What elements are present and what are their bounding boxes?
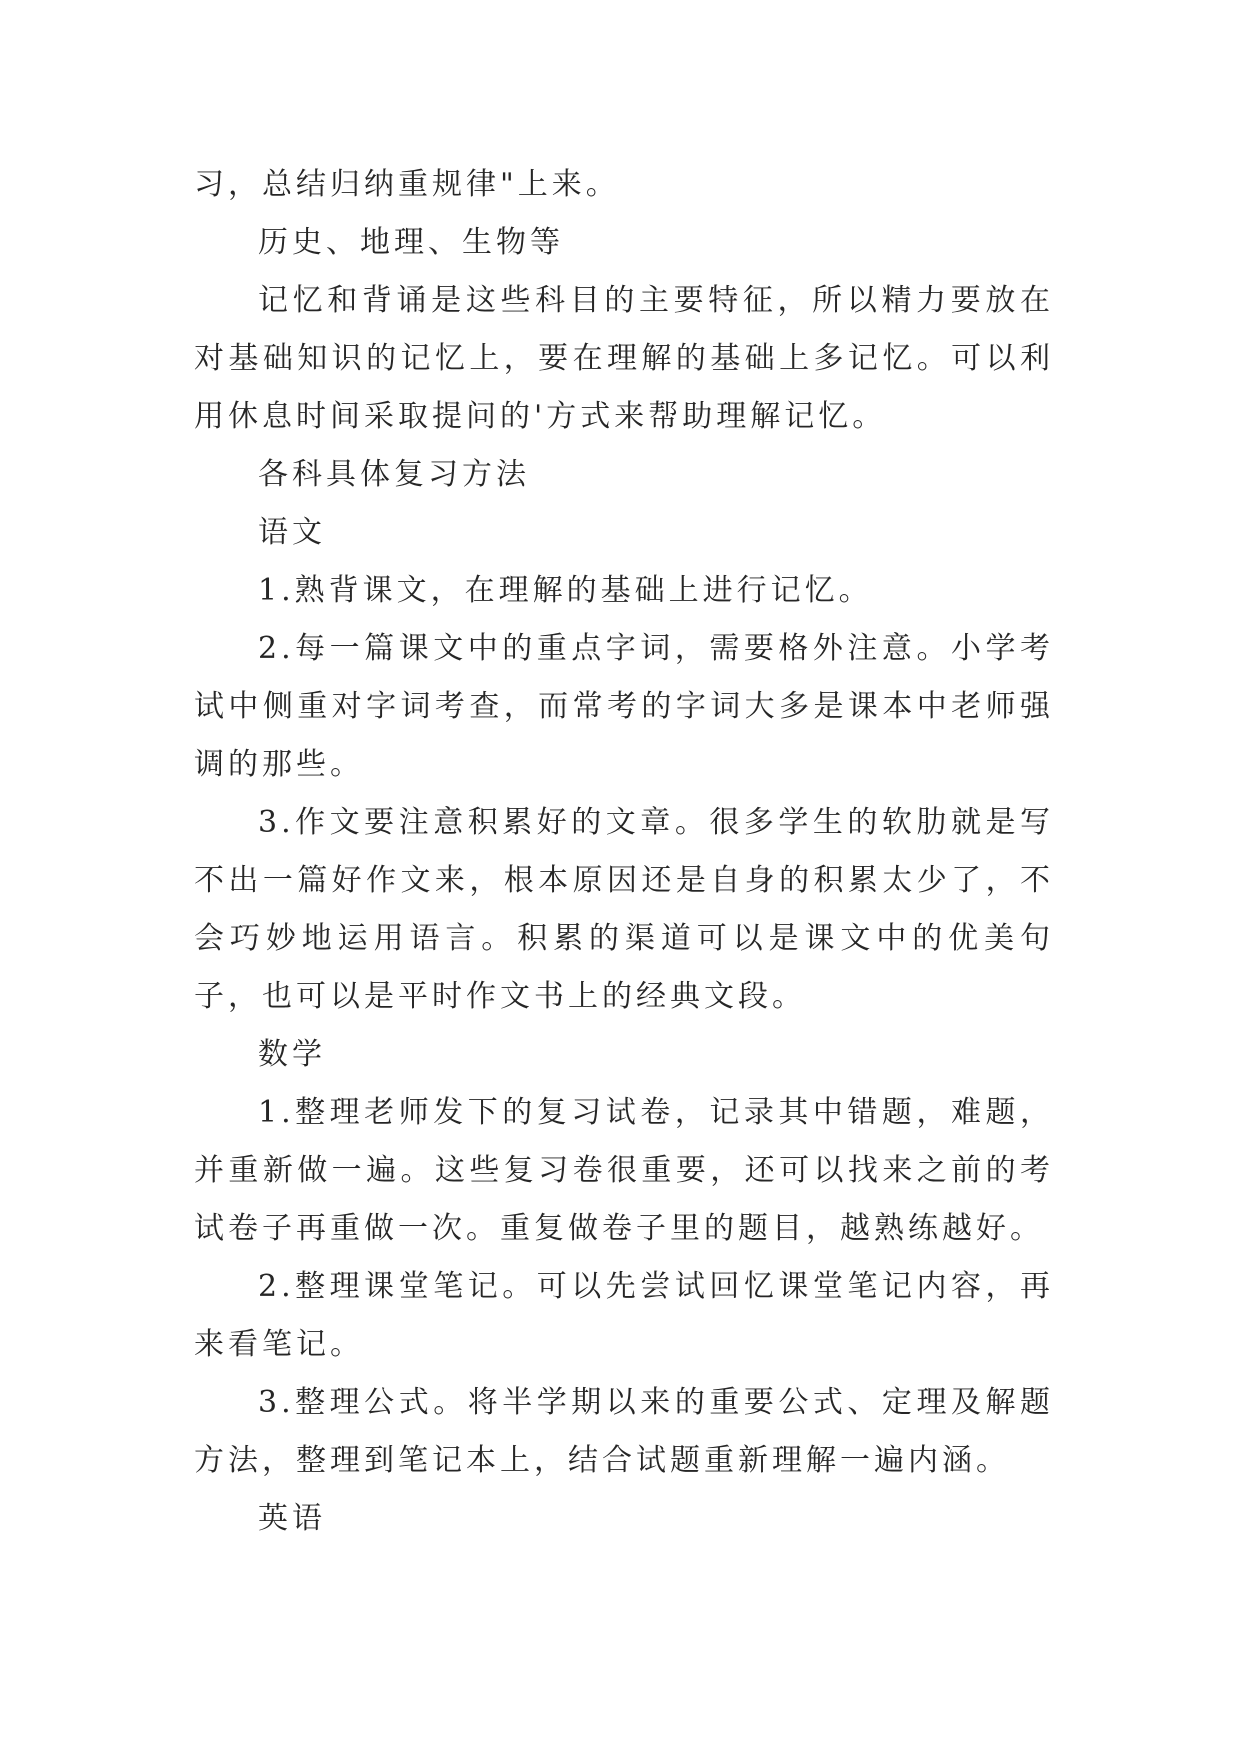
paragraph-math-3: 3.整理公式。将半学期以来的重要公式、定理及解题方法，整理到笔记本上，结合试题重新理解一遍内涵。 xyxy=(194,1385,1054,1478)
heading-history-geography-biology: 历史、地理、生物等 xyxy=(258,225,564,260)
heading-math: 数学 xyxy=(258,1037,326,1072)
paragraph-chinese-1: 1.熟背课文，在理解的基础上进行记忆。 xyxy=(258,573,873,608)
paragraph-chinese-2: 2.每一篇课文中的重点字词，需要格外注意。小学考试中侧重对字词考查，而常考的字词大多是课本中老师强调的那些。 xyxy=(194,631,1054,782)
paragraph-continuation: 习，总结归纳重规律"上来。 xyxy=(194,167,620,202)
paragraph-memory: 记忆和背诵是这些科目的主要特征，所以精力要放在对基础知识的记忆上，要在理解的基础上多记忆。可以利用休息时间采取提问的'方式来帮助理解记忆。 xyxy=(194,283,1054,434)
paragraph-math-2: 2.整理课堂笔记。可以先尝试回忆课堂笔记内容，再来看笔记。 xyxy=(194,1269,1054,1362)
paragraph-chinese-3: 3.作文要注意积累好的文章。很多学生的软肋就是写不出一篇好作文来，根本原因还是自身的积累太少了，不会巧妙地运用语言。积累的渠道可以是课文中的优美句子，也可以是平时作文书上的经典文段。 xyxy=(194,805,1054,1014)
heading-chinese: 语文 xyxy=(258,515,326,550)
paragraph-math-1: 1.整理老师发下的复习试卷，记录其中错题，难题，并重新做一遍。这些复习卷很重要，还可以找来之前的考试卷子再重做一次。重复做卷子里的题目，越熟练越好。 xyxy=(194,1095,1054,1246)
heading-review-methods: 各科具体复习方法 xyxy=(258,457,530,492)
heading-english: 英语 xyxy=(258,1501,326,1536)
document-body xyxy=(194,156,1054,1548)
